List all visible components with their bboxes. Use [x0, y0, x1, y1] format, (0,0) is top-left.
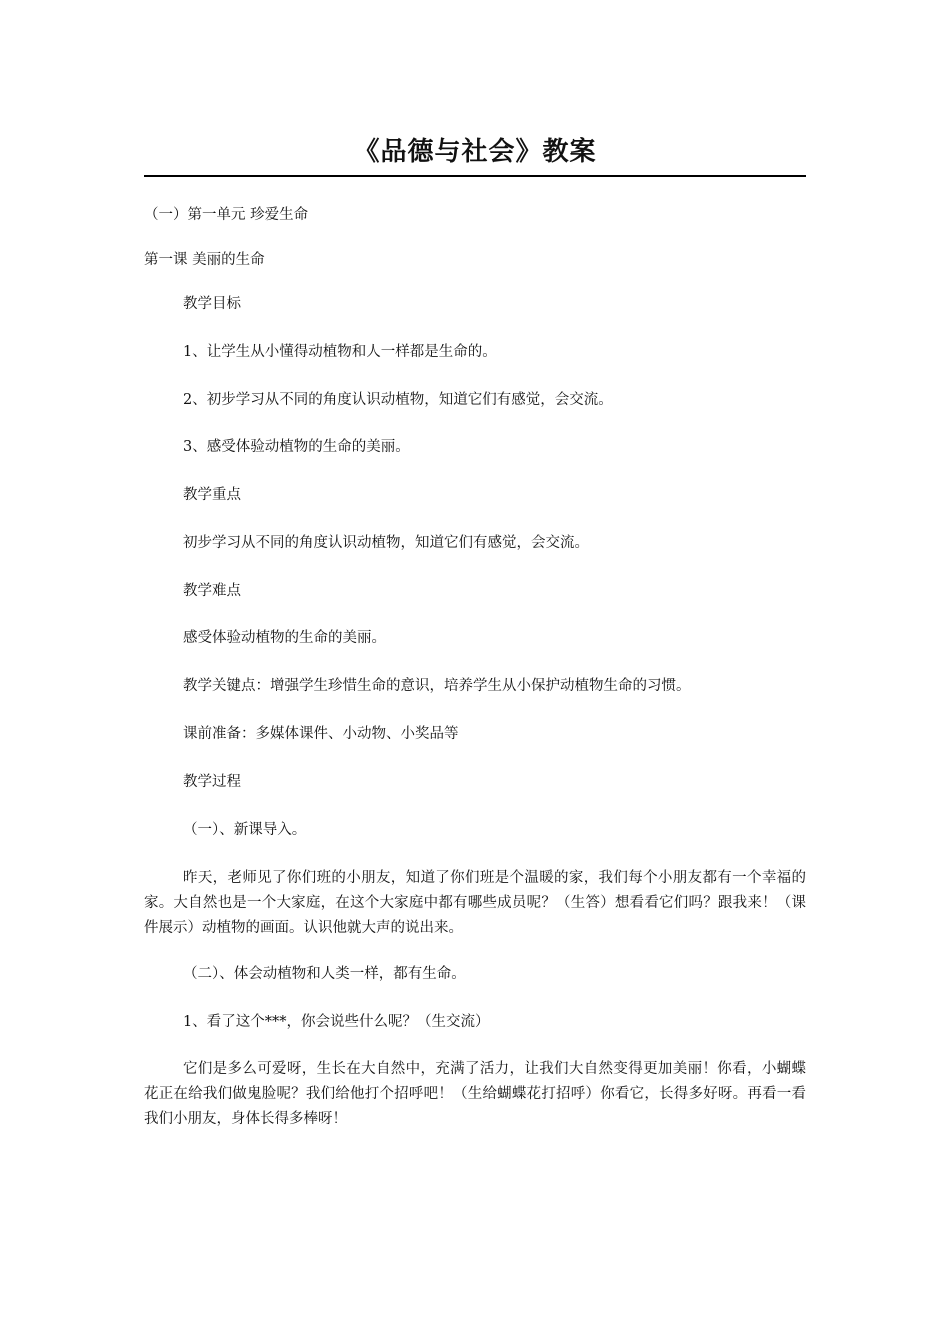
lesson-heading: 第一课 美丽的生命 [144, 252, 265, 268]
section-heading-focus: 教学重点 [183, 487, 241, 503]
unit-heading: （一）第一单元 珍爱生命 [144, 207, 309, 223]
focus-text: 初步学习从不同的角度认识动植物，知道它们有感觉，会交流。 [183, 535, 589, 551]
section-heading-process: 教学过程 [183, 774, 241, 790]
process-step-2-item-1: 1、看了这个***，你会说些什么呢？（生交流） [183, 1014, 490, 1030]
key-points-text: 教学关键点：增强学生珍惜生命的意识，培养学生从小保护动植物生命的习惯。 [183, 678, 691, 694]
preparation-text: 课前准备：多媒体课件、小动物、小奖品等 [183, 726, 459, 742]
objective-item-1: 1、让学生从小懂得动植物和人一样都是生命的。 [183, 344, 497, 360]
objective-item-2: 2、初步学习从不同的角度认识动植物，知道它们有感觉，会交流。 [183, 392, 613, 408]
section-heading-difficulty: 教学难点 [183, 583, 241, 599]
objective-item-3: 3、感受体验动植物的生命的美丽。 [183, 439, 410, 455]
process-step-2-body: 它们是多么可爱呀，生长在大自然中，充满了活力，让我们大自然变得更加美丽！你看，小蝴蝶花正在给我们做鬼脸呢？我们给他打个招呼吧！（生给蝴蝶花打招呼）你看它，长得多好呀。再看一看我们小朋友，身体长得多棒呀！ [144, 1061, 806, 1127]
title-underline [144, 175, 806, 177]
section-heading-objectives: 教学目标 [183, 296, 241, 312]
document-title: 《品德与社会》教案 [353, 137, 597, 167]
difficulty-text: 感受体验动植物的生命的美丽。 [183, 630, 386, 646]
process-step-1-heading: （一）、新课导入。 [183, 822, 307, 838]
process-step-1-body: 昨天，老师见了你们班的小朋友，知道了你们班是个温暖的家，我们每个小朋友都有一个幸福的家。大自然也是一个大家庭，在这个大家庭中都有哪些成员呢？（生答）想看看它们吗？跟我来！（课件展示）动植物的画面。认识他就大声的说出来。 [144, 870, 806, 936]
process-step-2-heading: （二）、体会动植物和人类一样，都有生命。 [183, 966, 466, 982]
